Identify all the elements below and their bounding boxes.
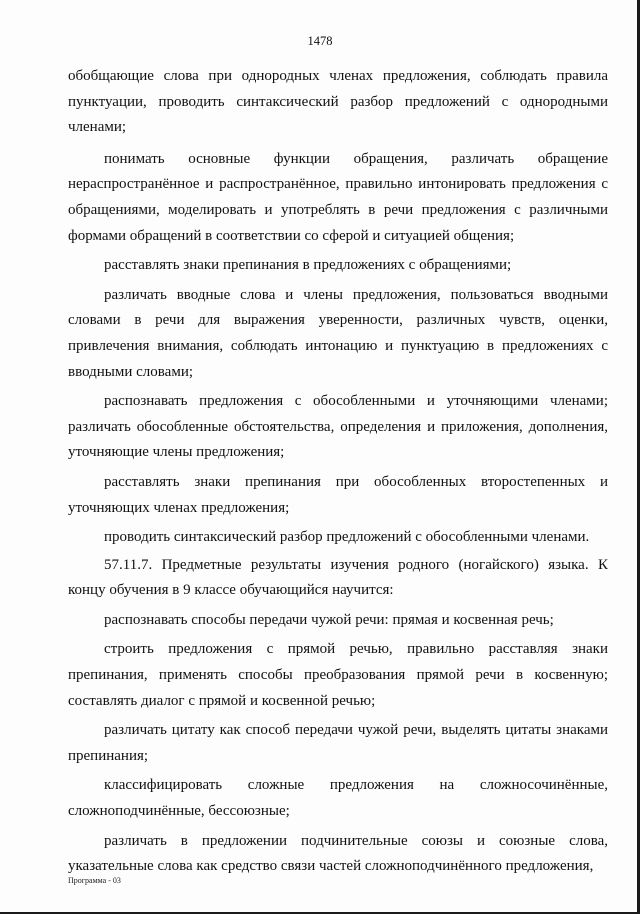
paragraph: расставлять знаки препинания в предложениях с обращениями;	[104, 257, 512, 274]
paragraph: расставлять знаки препинания при обособленных второстепенных и уточняющих членах предложения;	[68, 473, 608, 516]
paragraph: проводить синтаксический разбор предложений с обособленными членами.	[104, 529, 590, 546]
footer-program-label: Программа - 03	[68, 876, 121, 885]
paragraph: различать в предложении подчинительные союзы и союзные слова, указательные слова как средство связи частей сложноподчинённого предложения,	[68, 832, 608, 875]
paragraph: строить предложения с прямой речью, правильно расставляя знаки препинания, применять способы преобразования прямой речи в косвенную; составлять диалог с прямой и косвенной речью;	[68, 641, 608, 709]
paragraph: различать цитату как способ передачи чужой речи, выделять цитаты знаками препинания;	[68, 722, 608, 764]
section-heading-paragraph: 57.11.7. Предметные результаты изучения родного (ногайского) языка. К концу обучения в 9 классе обучающийся научится:	[68, 556, 608, 599]
paragraph: различать вводные слова и члены предложения, пользоваться вводными словами в речи для выражения уверенности, различных чувств, оценки, привлечения внимания, соблюдать интонацию и пунктуацию в предложениях с вводными словами;	[68, 286, 608, 380]
paragraph: распознавать предложения с обособленными и уточняющими членами; различать обособленные обстоятельства, определения и приложения, дополнения, уточняющие члены предложения;	[68, 393, 608, 461]
paragraph: понимать основные функции обращения, различать обращение нераспространённое и распространённое, правильно интонировать предложения с обращениями, моделировать и употреблять в речи предложения с различными формами обращений в соответствии со сферой и ситуацией общения;	[68, 150, 608, 244]
page-number: 1478	[307, 34, 333, 48]
body-text	[68, 64, 608, 880]
paragraph: распознавать способы передачи чужой речи: прямая и косвенная речь;	[104, 611, 554, 628]
paragraph: классифицировать сложные предложения на сложносочинённые, сложноподчинённые, бессоюзные;	[68, 777, 608, 820]
paragraph: обобщающие слова при однородных членах предложения, соблюдать правила пунктуации, проводить синтаксический разбор предложений с однородными членами;	[68, 68, 608, 136]
